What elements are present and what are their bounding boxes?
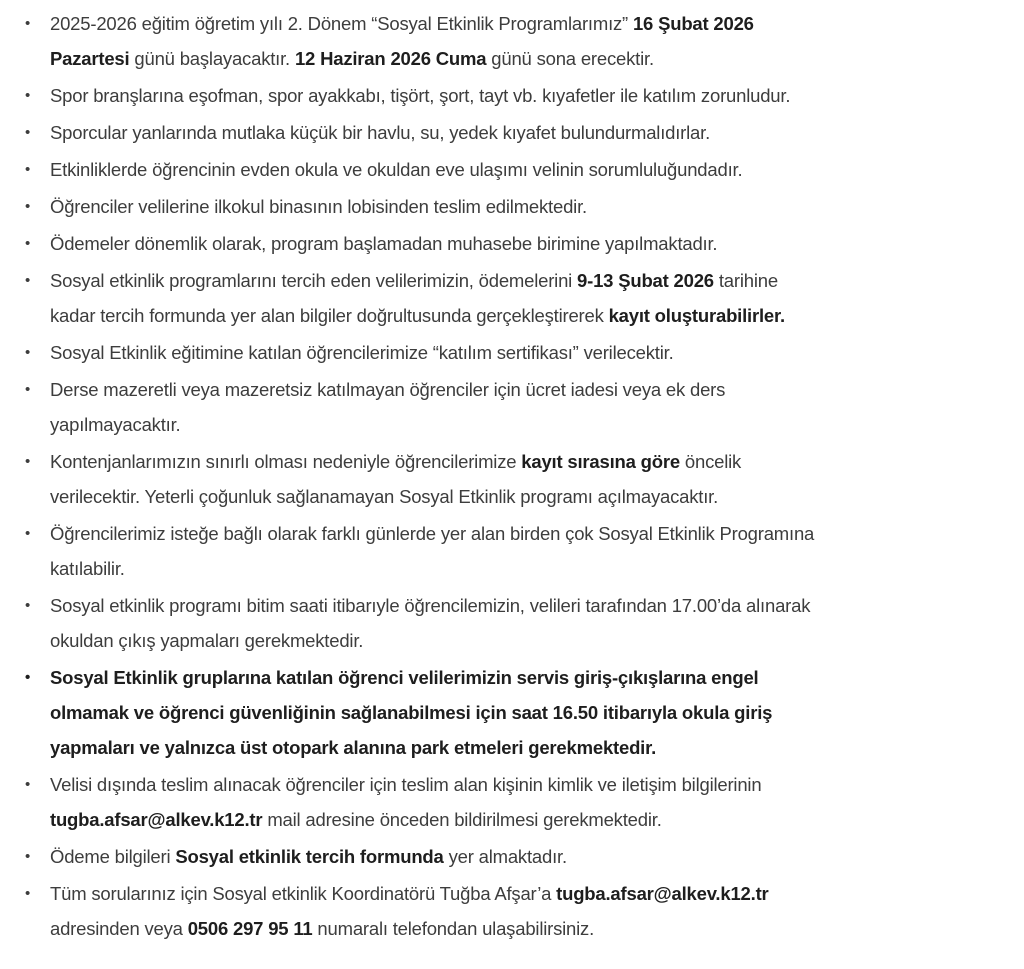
list-item [22, 189, 974, 224]
list-item [22, 335, 974, 370]
list-item-text: Sosyal etkinlik programı bitim saati itibarıyle öğrencilemizin, velileri tarafından 17.00’da alınarak okuldan çıkış yapmaları gerekmektedir. [50, 595, 811, 651]
list-item [22, 152, 974, 187]
bullet-icon: • [25, 885, 31, 902]
bullet-icon: • [25, 124, 31, 141]
list-item-text: Velisi dışında teslim alınacak öğrenciler için teslim alan kişinin kimlik ve iletişim bilgilerinin tugba.afsar@alkev.k12.tr mail adresine önceden bildirilmesi gerekmektedir. [50, 774, 762, 830]
list-item-text: Kontenjanlarımızın sınırlı olması nedeniyle öğrencilerimize kayıt sırasına göre öncelik verilecektir. Yeterli çoğunluk sağlanamayan Sosyal Etkinlik programı açılmayacaktır. [50, 451, 742, 507]
list-item [22, 444, 974, 514]
list-item-text: Derse mazeretli veya mazeretsiz katılmayan öğrenciler için ücret iadesi veya ek ders yapılmayacaktır. [50, 379, 726, 435]
list-item [22, 516, 974, 586]
bullet-icon: • [25, 776, 31, 793]
bullet-icon: • [25, 272, 31, 289]
list-item [22, 839, 974, 874]
bullet-icon: • [25, 848, 31, 865]
list-item-text: Spor branşlarına eşofman, spor ayakkabı, tişört, şort, tayt vb. kıyafetler ile katılım zorunludur. [50, 85, 791, 106]
bullet-icon: • [25, 161, 31, 178]
bullet-icon: • [25, 344, 31, 361]
bullet-icon: • [25, 87, 31, 104]
bullet-icon: • [25, 235, 31, 252]
list-item-text: Sosyal Etkinlik gruplarına katılan öğrenci velilerimizin servis giriş-çıkışlarına engel olmamak ve öğrenci güvenliğinin sağlanabilmesi için saat 16.50 itibarıyla okula giriş yapmaları ve yalnızca üst otopark alanına park etmeleri gerekmektedir. [50, 667, 773, 758]
list-item-text: Öğrencilerimiz isteğe bağlı olarak farklı günlerde yer alan birden çok Sosyal Etkinlik Programına katılabilir. [50, 523, 815, 579]
list-item-text: Sosyal etkinlik programlarını tercih eden velilerimizin, ödemelerini 9-13 Şubat 2026 tarihine kadar tercih formunda yer alan bilgiler doğrultusunda gerçekleştirerek kayıt oluşturabilirler. [50, 270, 785, 326]
list-item [22, 660, 974, 765]
bullet-icon: • [25, 453, 31, 470]
list-item [22, 588, 974, 658]
bullet-icon: • [25, 198, 31, 215]
list-item [22, 372, 974, 442]
list-item-text: Sosyal Etkinlik eğitimine katılan öğrencilerimize “katılım sertifikası” verilecektir. [50, 342, 674, 363]
list-item-text: 2025-2026 eğitim öğretim yılı 2. Dönem “Sosyal Etkinlik Programlarımız” 16 Şubat 2026 Pazartesi günü başlayacaktır. 12 Haziran 2026 Cuma günü sona erecektir. [50, 13, 754, 69]
bullet-icon: • [25, 669, 31, 686]
bullet-icon: • [25, 15, 31, 32]
bullet-icon: • [25, 381, 31, 398]
list-item-text: Ödeme bilgileri Sosyal etkinlik tercih formunda yer almaktadır. [50, 846, 567, 867]
list-item [22, 6, 974, 76]
list-item-text: Tüm sorularınız için Sosyal etkinlik Koordinatörü Tuğba Afşar’a tugba.afsar@alkev.k12.tr adresinden veya 0506 297 95 11 numaralı telefondan ulaşabilirsiniz. [50, 883, 769, 939]
list-item-text: Öğrenciler velilerine ilkokul binasının lobisinden teslim edilmektedir. [50, 196, 587, 217]
list-item-text: Sporcular yanlarında mutlaka küçük bir havlu, su, yedek kıyafet bulundurmalıdırlar. [50, 122, 711, 143]
list-item [22, 78, 974, 113]
list-item [22, 226, 974, 261]
list-item [22, 767, 974, 837]
bullet-list [22, 6, 974, 946]
list-item [22, 115, 974, 150]
list-item [22, 263, 974, 333]
bullet-icon: • [25, 597, 31, 614]
list-item-text: Ödemeler dönemlik olarak, program başlamadan muhasebe birimine yapılmaktadır. [50, 233, 718, 254]
bullet-icon: • [25, 525, 31, 542]
list-item-text: Etkinliklerde öğrencinin evden okula ve okuldan eve ulaşımı velinin sorumluluğundadır. [50, 159, 743, 180]
list-item [22, 876, 974, 946]
